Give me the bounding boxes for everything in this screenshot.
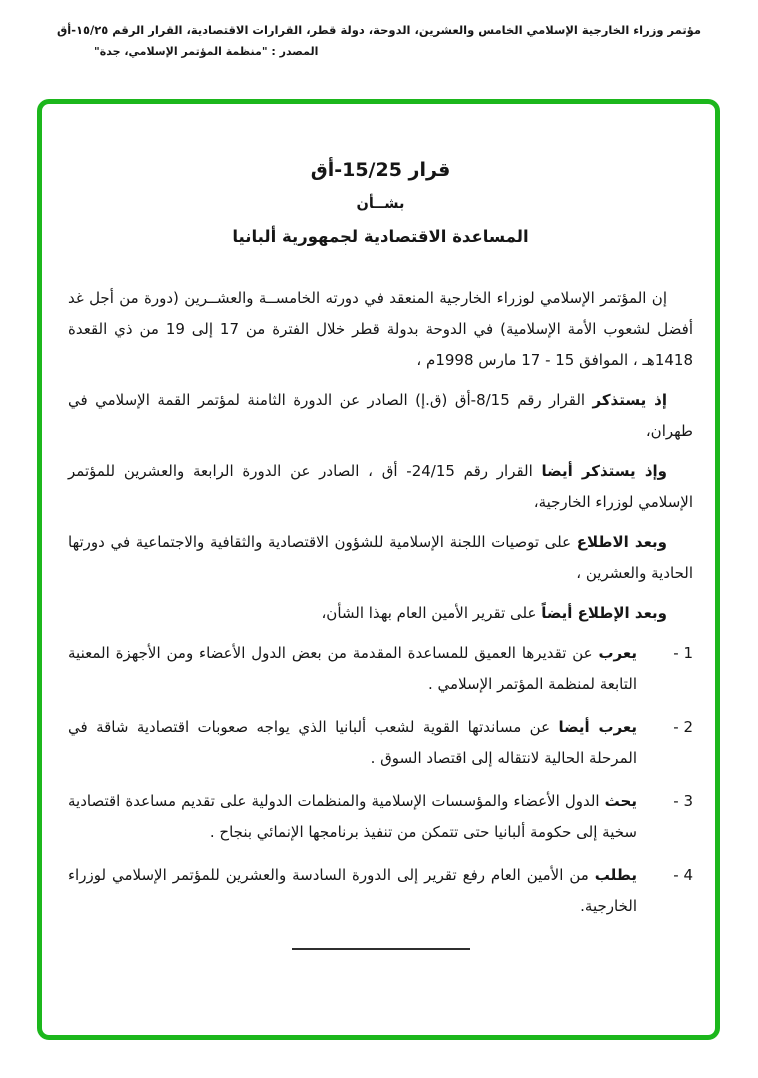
- preamble-paragraph-2: [68, 385, 693, 447]
- item-lead: يحث: [604, 792, 637, 810]
- resolution-number-title: قرار 15/25-أق: [310, 159, 451, 181]
- item-number: 4 -: [673, 866, 693, 884]
- item-number: 2 -: [673, 718, 693, 736]
- item-text: [68, 638, 637, 700]
- preamble-paragraph-5: [68, 598, 693, 629]
- item-rest: عن تقديرها العميق للمساعدة المقدمة من بعض الدول الأعضاء ومن الأجهزة المعنية التابعة لمنظمة المؤتمر الإسلامي .: [68, 644, 637, 693]
- header-source-line: المصدر : "منظمة المؤتمر الإسلامي، جدة": [94, 45, 319, 58]
- item-number: 1 -: [673, 644, 693, 662]
- item-rest: من الأمين العام رفع تقرير إلى الدورة السادسة والعشرين للمؤتمر الإسلامي لوزراء الخارجية.: [68, 866, 637, 915]
- item-lead: يعرب: [598, 644, 637, 662]
- closing-divider-line: [292, 948, 470, 950]
- resolution-subject-title: المساعدة الاقتصادية لجمهورية ألبانيا: [232, 227, 529, 246]
- item-number: 3 -: [673, 792, 693, 810]
- item-rest: عن مساندتها القوية لشعب ألبانيا الذي يواجه صعوبات اقتصادية شاقة في المرحلة الحالية لانتقاله إلى اقتصاد السوق .: [68, 718, 637, 767]
- regarding-title: بشــأن: [356, 196, 405, 212]
- green-border-frame: [37, 99, 720, 1040]
- paragraph-text: على توصيات اللجنة الإسلامية للشؤون الاقتصادية والثقافية والاجتماعية في دورتها الحادية والعشرين ،: [68, 533, 693, 582]
- operative-item-2: [68, 712, 693, 774]
- operative-items-list: [68, 638, 693, 922]
- item-lead: يعرب أيضا: [558, 718, 637, 736]
- paragraph-lead: وبعد الإطلاع أيضاً: [541, 604, 667, 622]
- preamble-paragraph-4: [68, 527, 693, 589]
- item-text: [68, 712, 637, 774]
- operative-item-3: [68, 786, 693, 848]
- paragraph-text: القرار رقم 24/15- أق ، الصادر عن الدورة الرابعة والعشرين للمؤتمر الإسلامي لوزراء الخارجية،: [68, 462, 693, 511]
- item-text: [68, 860, 637, 922]
- paragraph-text: القرار رقم 8/15-أق (ق.إ) الصادر عن الدورة الثامنة لمؤتمر القمة الإسلامي في طهران،: [68, 391, 693, 440]
- paragraph-lead: وإذ يستذكر أيضا: [541, 462, 668, 480]
- paragraph-text: على تقرير الأمين العام بهذا الشأن،: [321, 604, 542, 622]
- preamble-paragraph-3: [68, 456, 693, 518]
- resolution-body: [68, 283, 693, 950]
- item-lead: يطلب: [594, 866, 637, 884]
- preamble-paragraph-1: [68, 283, 693, 376]
- paragraph-lead: إذ يستذكر: [592, 391, 667, 409]
- document-header: [0, 22, 758, 58]
- item-text: [68, 786, 637, 848]
- operative-item-4: [68, 860, 693, 922]
- paragraph-text: إن المؤتمر الإسلامي لوزراء الخارجية المنعقد في دورته الخامســة والعشــرين (دورة من أجل غد أفضل لشعوب الأمة الإسلامية) في الدوحة بدولة قطر خلال الفترة من 17 إلى 19 من ذي القعدة 1418هـ ، الموافق 15 - 17 مارس 1998م ،: [68, 289, 693, 369]
- item-rest: الدول الأعضاء والمؤسسات الإسلامية والمنظمات الدولية على تقديم مساعدة اقتصادية سخية إلى حكومة ألبانيا حتى تتمكن من تنفيذ برنامجها الإنمائي بنجاح .: [68, 792, 637, 841]
- header-citation-line: مؤتمر وزراء الخارجية الإسلامي الخامس والعشرين، الدوحة، دولة قطر، القرارات الاقتصادية، القرار الرقم ١٥/٢٥-أق: [56, 23, 701, 37]
- paragraph-lead: وبعد الاطلاع: [576, 533, 667, 551]
- operative-item-1: [68, 638, 693, 700]
